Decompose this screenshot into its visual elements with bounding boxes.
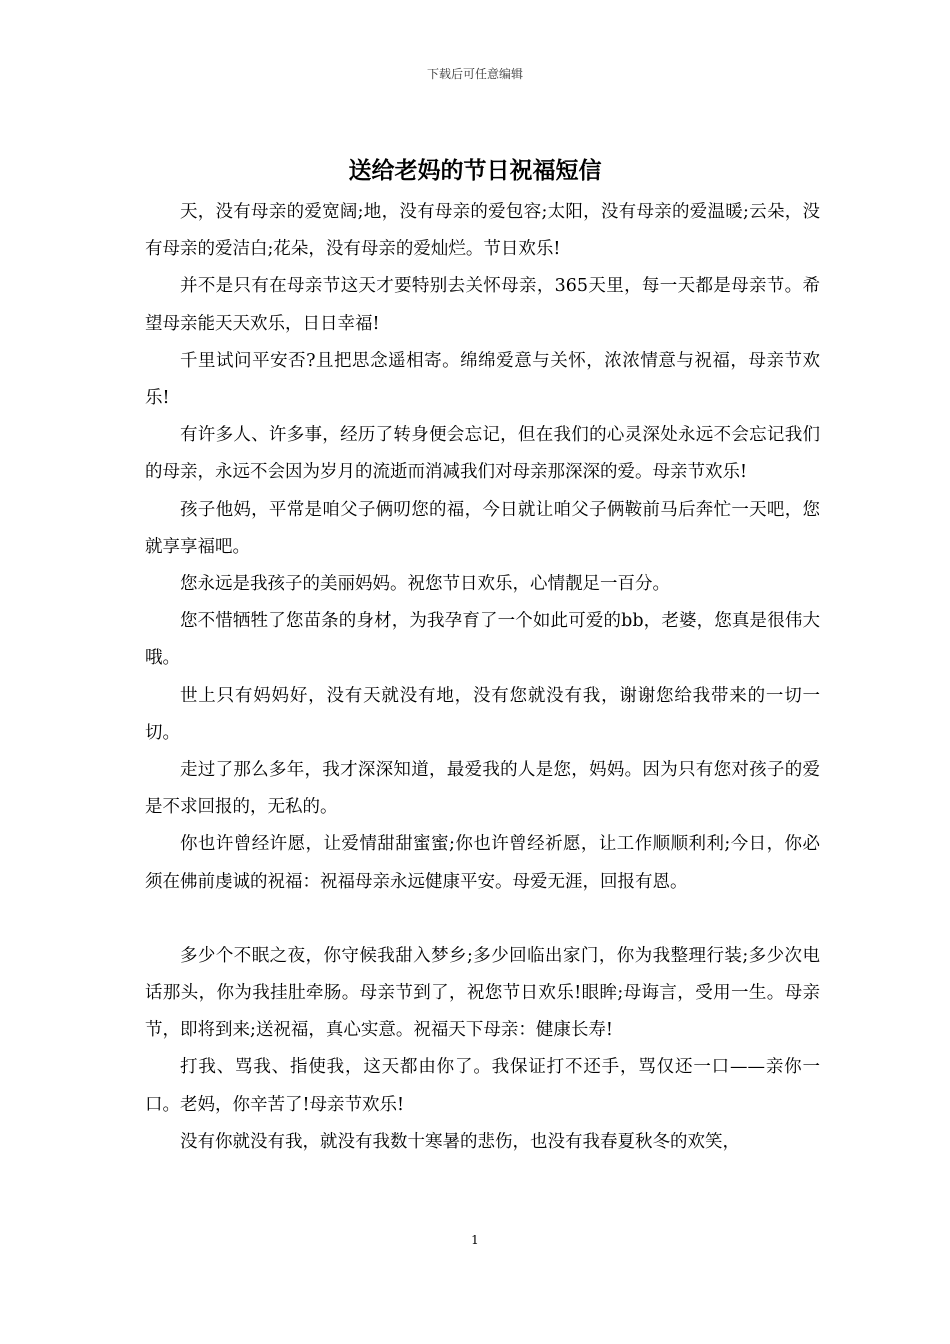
paragraph: 天，没有母亲的爱宽阔;地，没有母亲的爱包容;太阳，没有母亲的爱温暖;云朵，没有母亲的爱洁白;花朵，没有母亲的爱灿烂。节日欢乐! [145,202,820,260]
paragraph: 没有你就没有我，就没有我数十寒暑的悲伤，也没有我春夏秋冬的欢笑， [180,1131,740,1152]
paragraph: 你也许曾经许愿，让爱情甜甜蜜蜜;你也许曾经祈愿，让工作顺顺利利;今日，你必须在佛前虔诚的祝福：祝福母亲永远健康平安。母爱无涯，回报有恩。 [145,834,820,892]
page-header-note: 下载后可任意编辑 [426,67,523,81]
document-body [145,194,820,1161]
paragraph: 走过了那么多年，我才深深知道，最爱我的人是您，妈妈。因为只有您对孩子的爱是不求回报的，无私的。 [145,760,820,818]
paragraph: 您不惜牺牲了您苗条的身材，为我孕育了一个如此可爱的bb，老婆，您真是很伟大哦。 [145,611,820,669]
page-number: 1 [471,1233,479,1247]
paragraph: 多少个不眠之夜，你守候我甜入梦乡;多少回临出家门，你为我整理行装;多少次电话那头，你为我挂肚牵肠。母亲节到了，祝您节日欢乐!眼眸;母诲言，受用一生。母亲节，即将到来;送祝福，真心实意。祝福天下母亲：健康长寿! [145,945,820,1041]
paragraph: 孩子他妈，平常是咱父子俩叨您的福，今日就让咱父子俩鞍前马后奔忙一天吧，您就享享福吧。 [145,499,820,557]
paragraph: 世上只有妈妈好，没有天就没有地，没有您就没有我，谢谢您给我带来的一切一切。 [145,685,820,743]
paragraph: 并不是只有在母亲节这天才要特别去关怀母亲，365天里，每一天都是母亲节。希望母亲能天天欢乐，日日幸福! [145,276,820,334]
paragraph: 千里试问平安否?且把思念遥相寄。绵绵爱意与关怀，浓浓情意与祝福，母亲节欢乐! [145,350,820,409]
blank-line [145,901,820,938]
paragraph: 打我、骂我、指使我，这天都由你了。我保证打不还手，骂仅还一口——亲你一口。老妈，你辛苦了!母亲节欢乐! [145,1057,820,1115]
document-title: 送给老妈的节日祝福短信 [348,158,602,184]
paragraph: 您永远是我孩子的美丽妈妈。祝您节日欢乐，心情靓足一百分。 [180,574,670,595]
paragraph: 有许多人、许多事，经历了转身便会忘记，但在我们的心灵深处永远不会忘记我们的母亲，永远不会因为岁月的流逝而消减我们对母亲那深深的爱。母亲节欢乐! [145,425,820,483]
